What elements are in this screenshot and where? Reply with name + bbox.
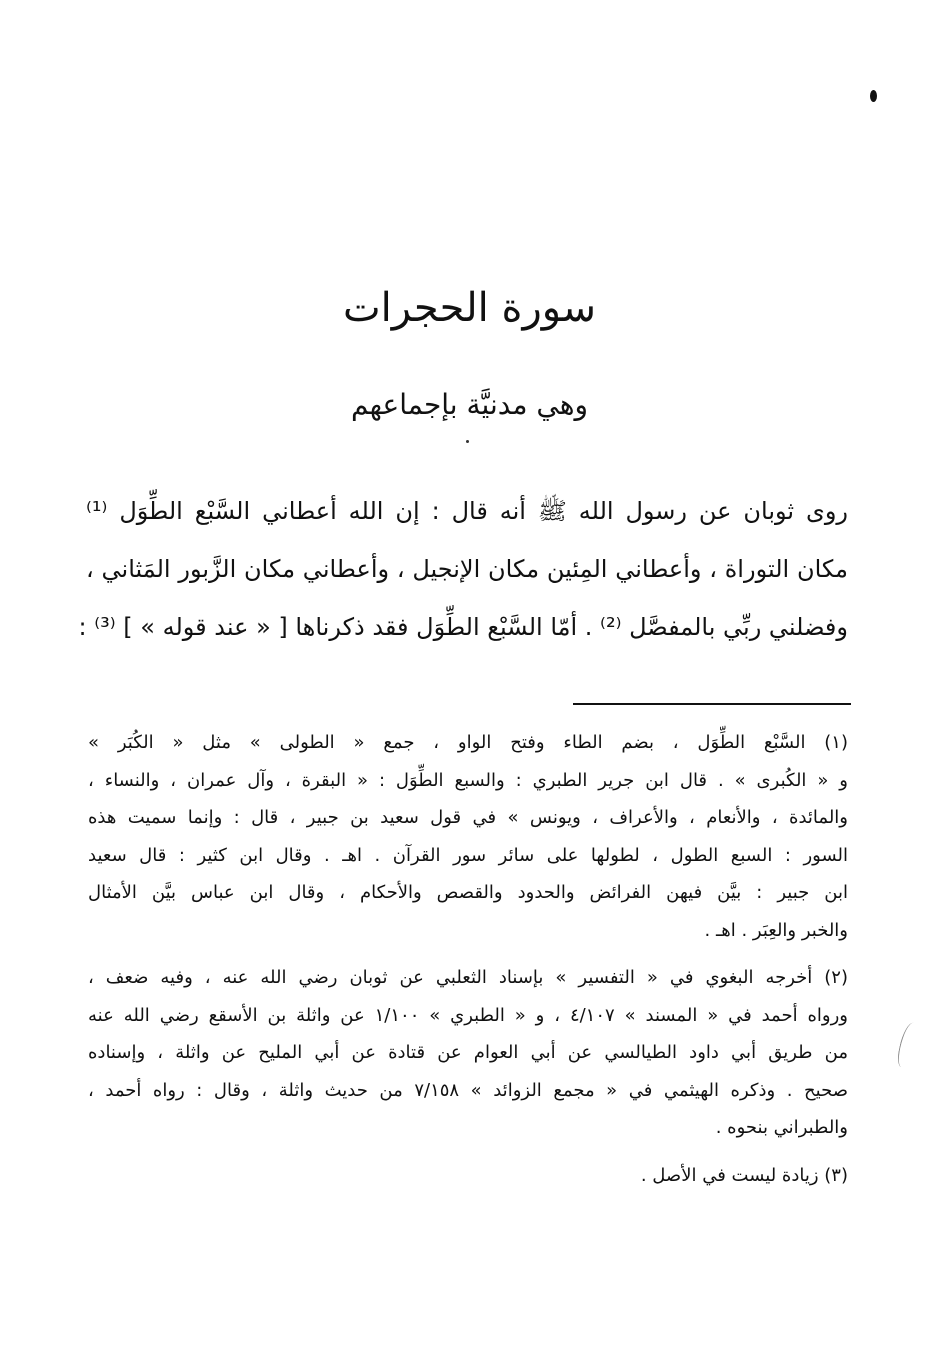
footnote-line: السور : السبع الطول ، لطولها على سائر سور القرآن . اهـ . وقال ابن كثير : قال سعيد <box>88 844 848 866</box>
surah-title: سورة الحجرات <box>343 285 596 331</box>
footnote-2 <box>88 959 848 1147</box>
main-paragraph <box>78 482 848 656</box>
footnote-line: ابن جبير : بيَّن فيهن الفرائض والحدود والقصص والأحكام ، وقال ابن عباس بيَّن الأمثال <box>88 882 848 903</box>
footnote-line: و « الكُبرى » . قال ابن جرير الطبري : والسبع الطِّوَل : « البقرة ، وآل عمران ، والنساء ، <box>88 769 848 791</box>
footnote-line: (٣) زيادة ليست في الأصل . <box>640 1164 848 1186</box>
footnotes <box>88 724 848 1204</box>
footnote-line: والخبر والعِبَر . اهـ . <box>704 919 848 941</box>
footnote-1 <box>88 724 848 949</box>
paragraph-line: وفضلني ربِّي بالمفصَّل ⁽²⁾ . أمّا السَّبْع الطِّوَل فقد ذكرناها [ « عند قوله » ] ⁽³⁾ : <box>78 613 848 641</box>
footnote-3 <box>88 1157 848 1195</box>
paragraph-line: مكان التوراة ، وأعطاني المِئين مكان الإنجيل ، وأعطاني مكان الزَّبور المَثاني ، <box>86 555 848 583</box>
footnote-line: صحيح . وذكره الهيثمي في « مجمع الزوائد » ٧/١٥٨ من حديث واثلة ، وقال : رواه أحمد ، <box>88 1079 848 1101</box>
footnote-line: من طريق أبي داود الطيالسي عن أبي العوام عن قتادة عن أبي المليح عن واثلة ، وإسناده <box>88 1042 848 1063</box>
paragraph-line: روى ثوبان عن رسول الله ﷺ أنه قال : إن الله أعطاني السَّبْع الطِّوَل ⁽¹⁾ <box>86 497 848 525</box>
footnote-line: والطبراني بنحوه . <box>715 1117 848 1138</box>
footnote-line: والمائدة ، والأنعام ، والأعراف ، ويونس » في قول سعيد بن جبير ، قال : وإنما سميت هذه <box>88 807 848 828</box>
ornament-dot <box>466 440 469 443</box>
footnote-separator <box>573 703 851 705</box>
ink-mark <box>870 90 877 102</box>
footnote-line: ورواه أحمد في « المسند » ٤/١٠٧ ، و « الطبري » ١/١٠٠ عن واثلة بن الأسقع رضي الله عنه <box>88 1004 848 1026</box>
margin-pencil-mark <box>895 1021 919 1069</box>
footnote-line: (١) السَّبْع الطِّوَل ، بضم الطاء وفتح الواو ، جمع « الطولى » مثل « الكُبَر » <box>88 732 848 753</box>
surah-subtitle: وهي مدنيَّة بإجماعهم <box>351 388 588 421</box>
footnote-line: (٢) أخرجه البغوي في « التفسير » بإسناد الثعلبي عن ثوبان رضي الله عنه ، وفيه ضعف ، <box>88 967 848 988</box>
